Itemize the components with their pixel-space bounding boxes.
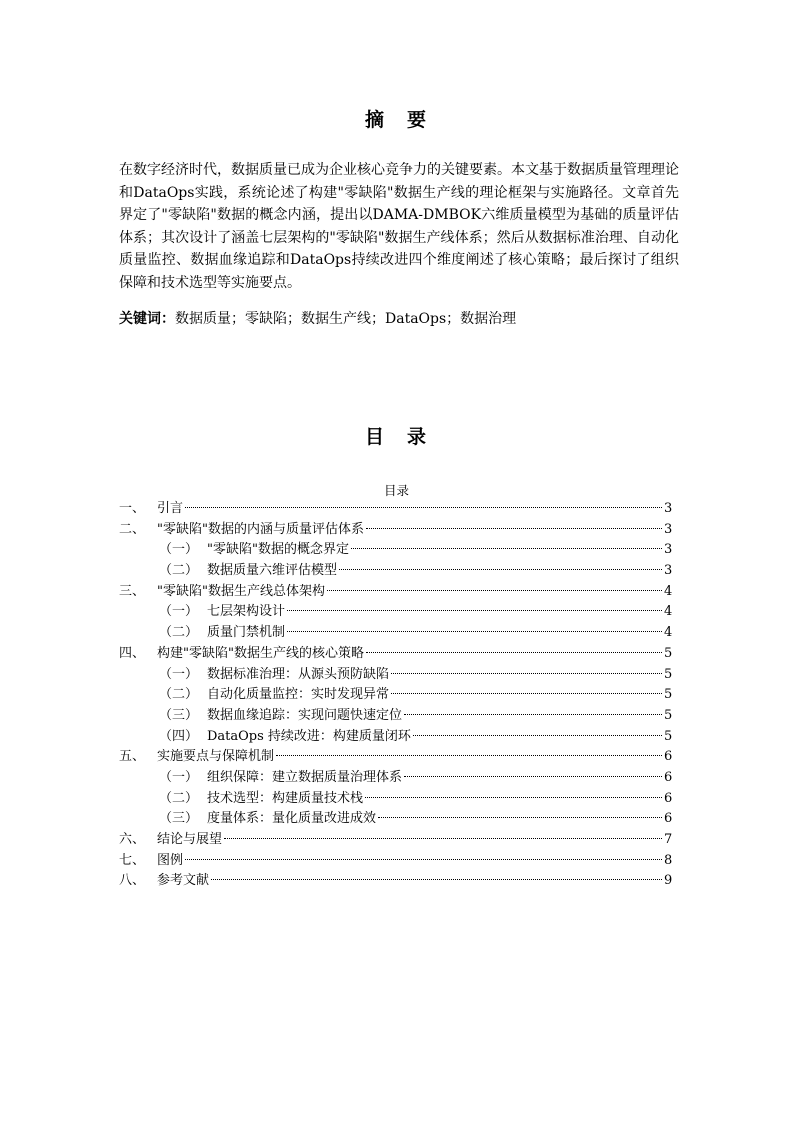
toc-entry[interactable] xyxy=(119,789,672,810)
toc-entry-page: 5 xyxy=(664,687,673,703)
toc-entry-label: 参考文献 xyxy=(157,873,210,889)
toc-entry-number: （二） xyxy=(159,563,199,579)
toc-leader xyxy=(327,590,662,591)
toc-entry-page: 6 xyxy=(664,790,673,806)
toc-entry[interactable] xyxy=(119,665,672,686)
toc-entry-page: 5 xyxy=(664,645,673,661)
toc-entry-label: DataOps 持续改进：构建质量闭环 xyxy=(207,728,411,744)
toc-entry[interactable] xyxy=(119,830,672,851)
keywords-text: 数据质量；零缺陷；数据生产线；DataOps；数据治理 xyxy=(175,311,517,327)
toc-entry-page: 6 xyxy=(664,769,673,785)
toc-entry-number: （一） xyxy=(159,542,199,558)
toc-entry-label: 构建"零缺陷"数据生产线的核心策略 xyxy=(157,645,364,661)
toc-entry[interactable] xyxy=(119,727,672,748)
toc-entry[interactable] xyxy=(119,561,672,582)
toc-leader xyxy=(391,673,662,674)
toc-entry-number: 七、 xyxy=(119,852,146,868)
toc-entry-page: 6 xyxy=(664,811,673,827)
toc-leader xyxy=(287,631,662,632)
toc-entry-label: 自动化质量监控：实时发现异常 xyxy=(207,687,390,703)
toc-entry-number: （二） xyxy=(159,625,199,641)
toc-leader xyxy=(287,610,662,611)
toc-leader xyxy=(339,569,662,570)
abstract-body: 在数字经济时代，数据质量已成为企业核心竞争力的关键要素。本文基于数据质量管理理论和DataOps实践，系统论述了构建"零缺陷"数据生产线的理论框架与实施路径。文章首先界定了"零缺陷"数据的概念内涵，提出以DAMA-DMBOK六维质量模型为基础的质量评估体系；其次设计了涵盖七层架构的"零缺陷"数据生产线体系；然后从数据标准治理、自动化质量监控、数据血缘追踪和DataOps持续改进四个维度阐述了核心策略；最后探讨了组织保障和技术选型等实施要点。 xyxy=(119,162,679,291)
toc-entry-number: （四） xyxy=(159,728,199,744)
toc-entry-number: 五、 xyxy=(119,749,146,765)
toc-entry-label: 七层架构设计 xyxy=(207,604,286,620)
toc-entry-label: 组织保障：建立数据质量治理体系 xyxy=(207,769,403,785)
toc-leader xyxy=(365,797,662,798)
table-of-contents xyxy=(119,499,672,892)
toc-leader xyxy=(185,507,662,508)
toc-entry-page: 4 xyxy=(664,604,673,620)
abstract-title: 摘 要 xyxy=(364,109,428,131)
toc-entry-page: 8 xyxy=(664,852,673,868)
toc-leader xyxy=(224,838,662,839)
toc-entry[interactable] xyxy=(119,540,672,561)
toc-entry-number: （一） xyxy=(159,769,199,785)
toc-leader xyxy=(404,714,662,715)
toc-entry[interactable] xyxy=(119,706,672,727)
toc-title: 目 录 xyxy=(364,426,428,448)
toc-entry-label: 数据血缘追踪：实现问题快速定位 xyxy=(207,707,403,723)
toc-entry[interactable] xyxy=(119,499,672,520)
toc-entry-page: 5 xyxy=(664,728,673,744)
toc-leader xyxy=(276,755,662,756)
toc-entry-label: "零缺陷"数据生产线总体架构 xyxy=(157,583,325,599)
toc-leader xyxy=(366,652,662,653)
toc-entry-page: 5 xyxy=(664,707,673,723)
keywords-line xyxy=(119,309,679,329)
toc-entry-label: 数据质量六维评估模型 xyxy=(207,563,338,579)
toc-entry-number: 二、 xyxy=(119,521,146,537)
toc-entry[interactable] xyxy=(119,768,672,789)
toc-entry-number: 六、 xyxy=(119,832,146,847)
toc-entry[interactable] xyxy=(119,602,672,623)
toc-entry-page: 4 xyxy=(664,583,673,599)
toc-entry-number: （二） xyxy=(159,790,199,806)
toc-entry-number: （一） xyxy=(159,666,199,682)
toc-leader xyxy=(378,817,662,818)
toc-entry-page: 4 xyxy=(664,625,673,641)
toc-entry-page: 3 xyxy=(664,563,673,579)
toc-entry-number: （三） xyxy=(159,707,199,723)
toc-entry[interactable] xyxy=(119,623,672,644)
toc-entry[interactable] xyxy=(119,747,672,768)
toc-entry-number: （一） xyxy=(159,604,199,620)
toc-entry-page: 6 xyxy=(664,749,673,765)
toc-entry-number: （二） xyxy=(159,687,199,703)
toc-entry-label: 引言 xyxy=(157,501,184,516)
toc-leader xyxy=(366,528,662,529)
toc-entry-number: 一、 xyxy=(119,501,146,516)
toc-entry-page: 9 xyxy=(664,873,673,889)
toc-entry-page: 3 xyxy=(664,501,673,516)
toc-entry[interactable] xyxy=(119,851,672,872)
toc-leader xyxy=(211,879,662,880)
toc-entry-page: 3 xyxy=(664,542,673,558)
toc-entry-label: 数据标准治理：从源头预防缺陷 xyxy=(207,666,390,682)
toc-entry[interactable] xyxy=(119,644,672,665)
toc-entry[interactable] xyxy=(119,871,672,892)
toc-leader xyxy=(413,735,662,736)
toc-entry-number: 四、 xyxy=(119,645,146,661)
toc-entry[interactable] xyxy=(119,685,672,706)
toc-entry-label: 图例 xyxy=(157,852,184,868)
toc-entry[interactable] xyxy=(119,520,672,541)
toc-entry-page: 3 xyxy=(664,521,673,537)
toc-entry-label: 度量体系：量化质量改进成效 xyxy=(207,811,377,827)
toc-entry-number: 八、 xyxy=(119,873,146,889)
toc-entry-label: 质量门禁机制 xyxy=(207,625,286,641)
toc-entry-label: 结论与展望 xyxy=(157,832,223,847)
toc-leader xyxy=(404,776,662,777)
toc-leader xyxy=(391,693,662,694)
toc-entry-label: "零缺陷"数据的概念界定 xyxy=(207,542,349,558)
toc-entry-label: 实施要点与保障机制 xyxy=(157,749,275,765)
toc-entry-label: 技术选型：构建质量技术栈 xyxy=(207,790,364,806)
toc-leader xyxy=(351,548,662,549)
toc-entry-number: （三） xyxy=(159,811,199,827)
toc-entry[interactable] xyxy=(119,809,672,830)
toc-entry-page: 5 xyxy=(664,666,673,682)
toc-leader xyxy=(185,859,662,860)
keywords-label: 关键词： xyxy=(119,311,175,327)
toc-entry-number: 三、 xyxy=(119,583,146,599)
toc-entry-label: "零缺陷"数据的内涵与质量评估体系 xyxy=(157,521,364,537)
toc-entry-page: 7 xyxy=(664,832,673,847)
toc-caption: 目录 xyxy=(383,483,409,498)
toc-entry[interactable] xyxy=(119,582,672,603)
